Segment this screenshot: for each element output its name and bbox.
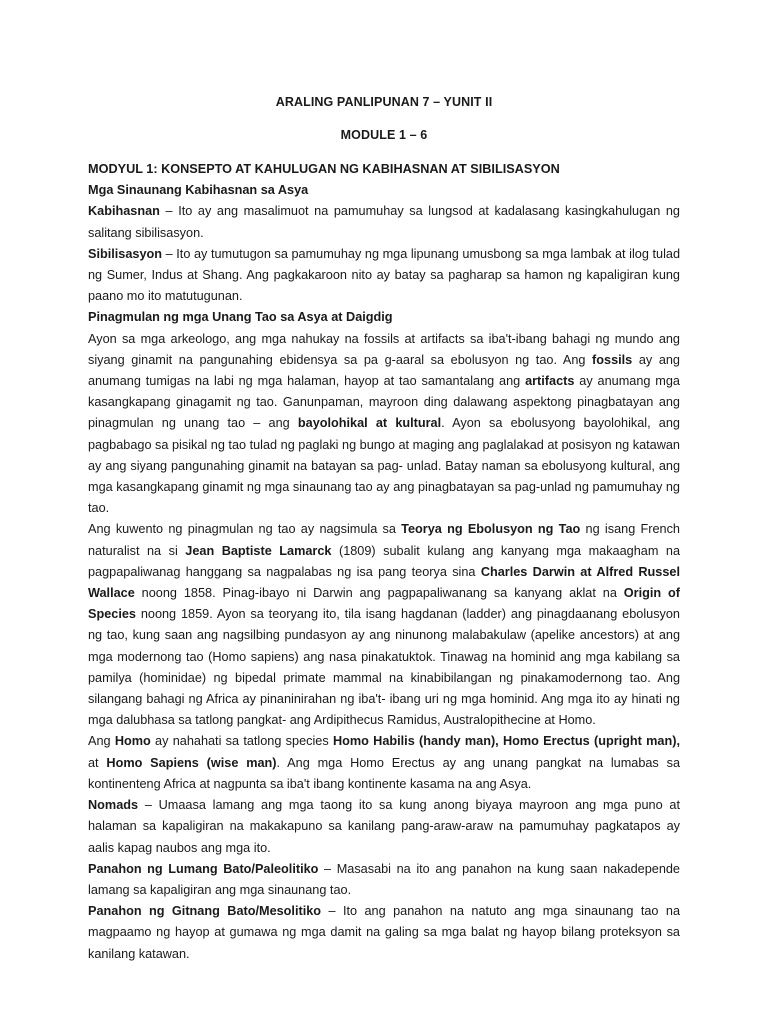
term-kabihasnan: Kabihasnan — [88, 204, 160, 219]
section-heading-kabihasnan: Mga Sinaunang Kabihasnan sa Asya — [88, 183, 309, 198]
module-range: MODULE 1 – 6 — [340, 128, 428, 142]
text-span: noong 1858. Pinag-ibayo ni Darwin ang pagpapaliwanang sa kanyang aklat na — [134, 586, 624, 601]
definition-kabihasnan: – Ito ay ang masalimuot na pamumuhay sa lungsod at kadalasang kasingkahulugan ng salitang sibilisasyon. — [88, 204, 680, 240]
term-lamarck: Jean Baptiste Lamarck — [185, 543, 332, 558]
text-span: . Ang mga Homo Erectus ay ang unang pangkat na lumabas sa kontinenteng Africa at nagpunta sa iba't ibang kontinente kasama na ang Asya. — [88, 755, 680, 791]
text-span: ay anumang mga kasangkapang ginagamit ng tao. Ganunpaman, mayroon ding dalawang aspektong pinagbatayan ang pinagmulan ng unang tao – ang — [88, 374, 680, 431]
term-sibilisasyon: Sibilisasyon — [88, 246, 163, 261]
paragraph-sibilisasyon — [88, 244, 680, 308]
text-span: (1809) subalit kulang ang kanyang mga makaagham na pagpapaliwanag hanggang sa nagpalabas ng isa pang teorya sina — [88, 543, 681, 579]
term-origin-of-species: Origin of Species — [88, 586, 681, 622]
definition-mesolitiko: – Ito ang panahon na natuto ang mga sinaunang tao na magpaamo ng hayop at gumawa ng mga damit na galing sa mga balat ng hayop bilang proteksyon sa kanilang katawan. — [88, 904, 680, 961]
term-darwin-wallace: Charles Darwin at Alfred Russel Wallace — [88, 564, 680, 601]
term-homo: Homo — [114, 734, 151, 749]
term-fossils: fossils — [592, 352, 633, 367]
text-span: at — [88, 755, 107, 770]
term-artifacts: artifacts — [525, 374, 575, 389]
document-body — [88, 159, 680, 965]
module-heading: MODYUL 1: KONSEPTO AT KAHULUGAN NG KABIHASNAN AT SIBILISASYON — [88, 162, 560, 176]
paragraph-kabihasnan — [88, 201, 680, 243]
term-homo-species: Homo Habilis (handy man), Homo Erectus (upright man), — [332, 734, 680, 749]
term-nomads: Nomads — [88, 798, 139, 813]
definition-sibilisasyon: – Ito ay tumutugon sa pamumuhay ng mga lipunang umusbong sa mga lambak at ilog tulad ng Sumer, Indus at Shang. Ang pagkakaroon nito ay batay sa pagharap sa hamon ng kapaligiran kung paano mo ito matutugunan. — [88, 246, 680, 304]
definition-nomads: – Umaasa lamang ang mga taong ito sa kung anong biyaya mayroon ang mga puno at halaman sa kapaligiran na makakapuno sa kanilang pang-araw-araw na pamumuhay pagkatapos ay aalis kapag naubos ang mga ito. — [88, 798, 680, 855]
text-span: ay ang anumang tumigas na labi ng mga halaman, hayop at tao samantalang ang — [88, 352, 680, 389]
term-teorya: Teorya ng Ebolusyon ng Tao — [401, 522, 581, 537]
text-span: Ang kuwento ng pinagmulan ng tao ay nagsimula sa — [88, 522, 402, 537]
text-span: Ang — [88, 734, 115, 749]
text-span: noong 1859. Ayon sa teoryang ito, tila isang hagdanan (ladder) ang pinagdaanang ebolusyon ng tao, kung saan ang nagsilbing pundasyon ay ang ninunong malabakulaw (apelike ancestors) at ang mga modernong tao (Homo sapiens) ang nasa pinakatuktok. Tinawag na hominid ang mga kabilang sa pamilya (hominidae) ng bipedal primate mammal na kinabibilangan ng pinakamodernong tao. Ang silangang bahagi ng Africa ay pinaninirahan ng iba't- ibang uri ng mga hominid. Ang mga ito ay hinati ng mga dalubhasa sa tatlong pangkat- ang Ardipithecus Ramidus, Australopithecine at Homo. — [88, 607, 680, 728]
paragraph-homo — [88, 731, 680, 795]
text-span: ng isang French naturalist na si — [88, 522, 680, 558]
text-span: ay nahahati sa tatlong species — [150, 734, 333, 749]
paragraph-nomads — [88, 795, 680, 859]
paragraph-paleolitiko — [88, 859, 680, 901]
term-paleolitiko: Panahon ng Lumang Bato/Paleolitiko — [88, 861, 319, 876]
section-heading-pinagmulan: Pinagmulan ng mga Unang Tao sa Asya at Daigdig — [88, 310, 393, 325]
paragraph-mesolitiko — [88, 901, 680, 965]
text-span: Ayon sa mga arkeologo, ang mga nahukay na fossils at artifacts sa iba't-ibang bahagi ng mundo ang siyang ginamit na pangunahing ebidensya sa pa g-aaral sa ebolusyon ng tao. Ang — [88, 331, 680, 367]
paragraph-teorya — [88, 519, 680, 731]
term-homo-sapiens: Homo Sapiens (wise man) — [106, 755, 277, 770]
document-title: ARALING PANLIPUNAN 7 – YUNIT II — [275, 95, 493, 109]
text-span: . Ayon sa ebolusyong bayolohikal, ang pagbabago sa pisikal ng tao tulad ng paglaki ng bungo at maging ang paglalakad at posisyon ng katawan ay ang siyang pangunahing ginamit na batayan sa pag- unlad. Batay naman sa ebolusyong kultural, ang mga kasangkapang ginamit ng mga sinaunang tao ay ang pinagbatayan sa pag-unlad ng pamumuhay ng tao. — [88, 416, 680, 516]
term-bayolohikal-kultural: bayolohikal at kultural — [297, 416, 442, 431]
paragraph-arkeologo — [88, 329, 680, 520]
term-mesolitiko: Panahon ng Gitnang Bato/Mesolitiko — [88, 904, 322, 919]
definition-paleolitiko: – Masasabi na ito ang panahon na kung saan nakadepende lamang sa kapaligiran ang mga sinaunang tao. — [88, 861, 680, 897]
